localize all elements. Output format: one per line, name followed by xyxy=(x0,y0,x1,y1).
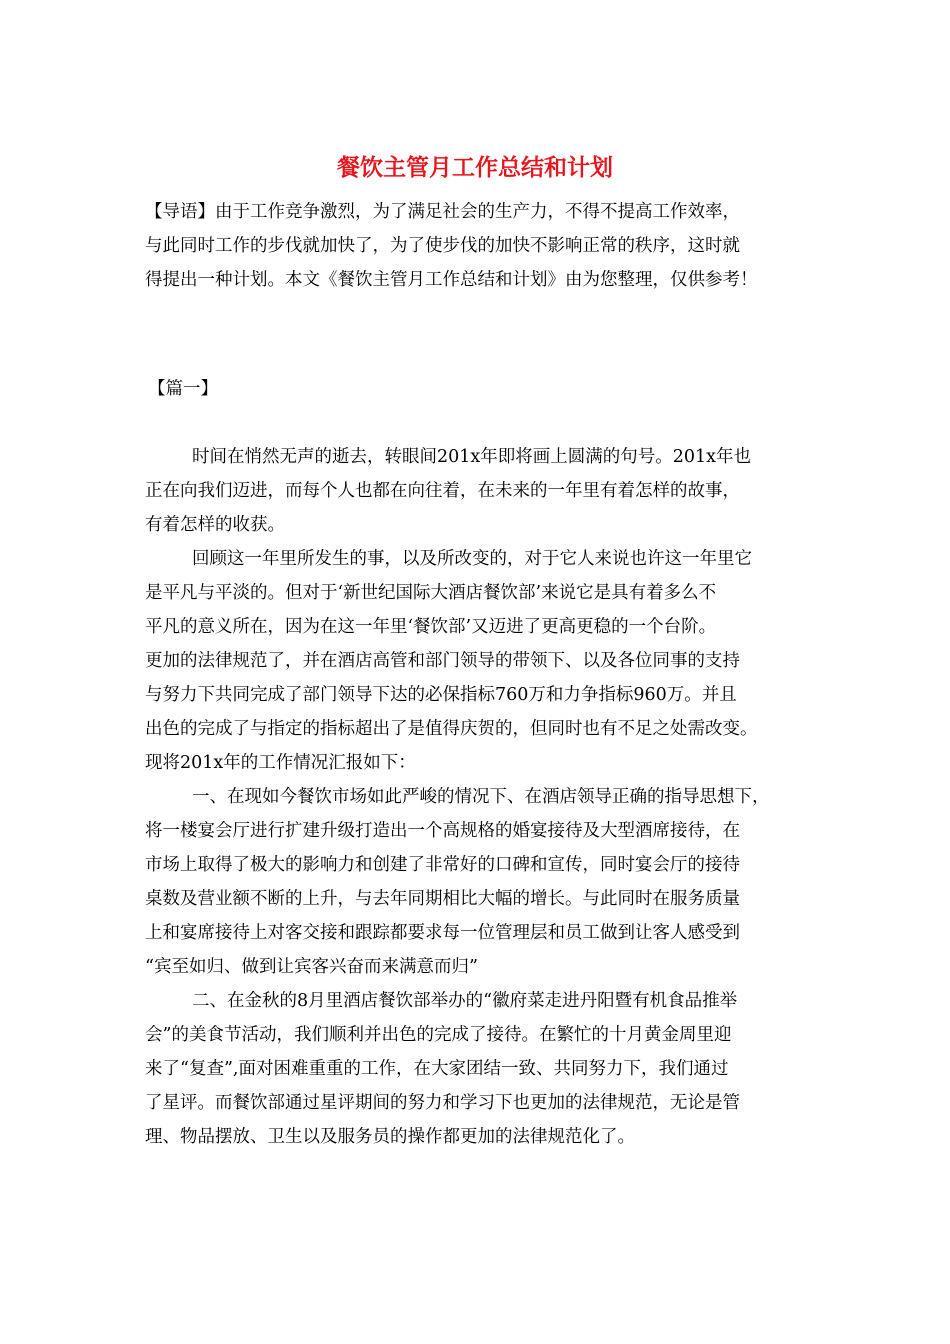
paragraph-line: 会”的美食节活动，我们顺利并出色的完成了接待。在繁忙的十月黄金周里迎 xyxy=(145,1025,732,1045)
paragraph-line: 与努力下共同完成了部门领导下达的必保指标760万和力争指标960万。并且 xyxy=(145,685,737,705)
paragraph-line: 出色的完成了与指定的指标超出了是值得庆贺的，但同时也有不足之处需改变。 xyxy=(145,719,758,739)
intro-line: 【导语】由于工作竞争激烈，为了满足社会的生产力，不得不提高工作效率， xyxy=(145,202,740,222)
intro-line: 得提出一种计划。本文《餐饮主管月工作总结和计划》由为您整理，仅供参考！ xyxy=(145,270,758,290)
paragraph-line: 市场上取得了极大的影响力和创建了非常好的口碑和宣传，同时宴会厅的接待 xyxy=(145,855,740,875)
paragraph-line: 理、物品摆放、卫生以及服务员的操作都更加的法律规范化了。 xyxy=(145,1127,635,1147)
intro-paragraph xyxy=(145,195,810,297)
paragraph-line: 桌数及营业额不断的上升，与去年同期相比大幅的增长。与此同时在服务质量 xyxy=(145,889,740,909)
document-title: 餐饮主管月工作总结和计划 xyxy=(337,154,613,181)
paragraph-line: 来了“复查”,面对困难重重的工作，在大家团结一致、共同努力下，我们通过 xyxy=(145,1059,729,1079)
intro-line: 与此同时工作的步伐就加快了，为了使步伐的加快不影响正常的秩序，这时就 xyxy=(145,236,740,256)
section-label: 【篇一】 xyxy=(148,379,218,399)
paragraph-1 xyxy=(145,440,815,542)
paragraph-line: 了星评。而餐饮部通过星评期间的努力和学习下也更加的法律规范，无论是管 xyxy=(145,1093,740,1113)
paragraph-line: 将一楼宴会厅进行扩建升级打造出一个高规格的婚宴接待及大型酒席接待，在 xyxy=(145,821,740,841)
body-text xyxy=(145,440,815,1154)
paragraph-line: 一、在现如今餐饮市场如此严峻的情况下、在酒店领导正确的指导思想下， xyxy=(192,787,770,807)
paragraph-line: “宾至如归、做到让宾客兴奋而来满意而归” xyxy=(145,957,478,977)
paragraph-line: 现将201x年的工作情况汇报如下： xyxy=(145,753,416,773)
paragraph-line: 二、在金秋的8月里酒店餐饮部举办的“徽府菜走进丹阳暨有机食品推举 xyxy=(192,991,738,1011)
paragraph-3 xyxy=(145,780,815,984)
paragraph-line: 更加的法律规范了，并在酒店高管和部门领导的带领下、以及各位同事的支持 xyxy=(145,651,740,671)
paragraph-line: 回顾这一年里所发生的事，以及所改变的，对于它人来说也许这一年里它 xyxy=(192,549,752,569)
paragraph-line: 平凡的意义所在，因为在这一年里‘餐饮部’又迈进了更高更稳的一个台阶。 xyxy=(145,617,717,637)
paragraph-line: 有着怎样的收获。 xyxy=(145,515,285,535)
paragraph-line: 正在向我们迈进，而每个人也都在向往着，在未来的一年里有着怎样的故事， xyxy=(145,481,740,501)
paragraph-4 xyxy=(145,984,815,1154)
paragraph-line: 时间在悄然无声的逝去，转眼间201x年即将画上圆满的句号。201x年也 xyxy=(192,447,752,467)
paragraph-2 xyxy=(145,542,815,780)
paragraph-line: 是平凡与平淡的。但对于‘新世纪国际大酒店餐饮部’来说它是具有着多么不 xyxy=(145,583,717,603)
paragraph-line: 上和宴席接待上对客交接和跟踪都要求每一位管理层和员工做到让客人感受到 xyxy=(145,923,740,943)
